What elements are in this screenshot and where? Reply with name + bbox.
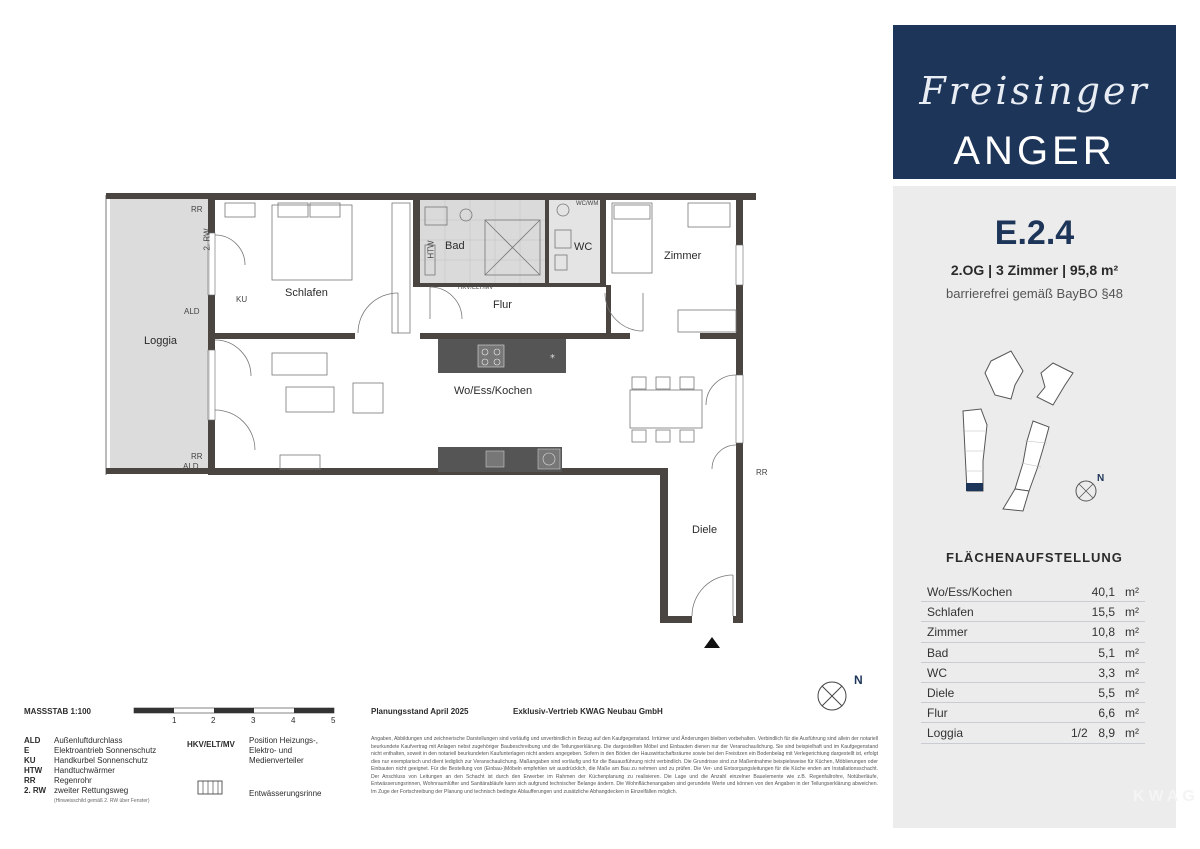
- legend-text: zweiter Rettungsweg: [54, 786, 129, 795]
- area-value: 8,9: [1098, 726, 1115, 741]
- area-name: Wo/Ess/Kochen: [927, 585, 1013, 599]
- legend-text: Handkurbel Sonnenschutz: [54, 756, 148, 765]
- keyplan-building: [963, 409, 987, 491]
- tag-ald-top: ALD: [184, 307, 200, 316]
- tag-wcwm: WC/WM: [576, 201, 599, 207]
- brand-script: Freisinger: [919, 69, 1150, 113]
- tag-htw: HTW: [426, 240, 436, 259]
- legend-text: Handtuchwärmer: [54, 766, 115, 775]
- tag-rr-top: RR: [191, 205, 203, 214]
- area-value: 40,1: [1091, 585, 1115, 599]
- bad-floor: [420, 200, 545, 285]
- disclaimer: Angaben, Abbildungen und zeichnerische Darstellungen sind vorläufig und unverbindlich in Bezug auf den Kaufgegenstand. Irrtümer und Änderungen bleiben vorbehalten. Verbindlich für die Ausführung sind allein der notariell beurkundete Kaufvertrag mit Anlagen nebst zugehöriger Baubeschreibung und die Teilungserklärung. Die dargestellten Möbel und Einbauten dienen nur der Veranschaulichung. Sie sind beispielhaft und im Kaufgegenstand nicht enthalten, soweit in den notariell beurkundeten Kaufunterlagen nicht anders angegeben. Sofern in den Böden der Hauswirtschaftsräume sowie bei den Freisitzen ein Bodenbelag mit Verlegerichtung dargestellt ist, erfolgt dies nur exemplarisch und dient lediglich zur Veranschaulichung. Maßangaben sind vorläufig und für die Bauausführung nicht verbindlich. Die Grundrisse sind zur Maßentnahme beispielsweise für Küchen, Möblierungen oder Einbauten nicht geeignet. Für die Bestellung von (Einbau-)Möbeln empfehlen wir ausdrücklich, die Maße am Bau zu nehmen und zu prüfen. Die Ver- und Entsorgungsleitungen für die Küche enden am Installationsschacht. Der Anschluss von Leitungen an den Schacht ist durch den Erwerber im Rahmen der Küchenplanung zu realisieren. Die Lage und die Anzahl einzelner Bauelemente wie z.B. Regenfallrohre, Notüberläufe, Entwässerungsrinnen, Wohnraumlüfter und Sanitärabläufe kann sich aufgrund technischer Belange ändern. Die Wohnflächenangaben sind gerundete Werte und können von den Angaben in der Teilungserklärung abweichen. Im Zuge der Fortschreibung der Planung und technisch bedingte Ablaufferungen und zusätzliche Abhangdecken in Einzelfällen möglich.: [371, 736, 878, 795]
- area-row: [921, 703, 1145, 723]
- area-value: 15,5: [1091, 605, 1115, 620]
- legend-key: ALD: [24, 736, 41, 745]
- tag-2rw: 2. RW: [202, 228, 212, 251]
- kwag-logo: KWAG: [1133, 788, 1199, 805]
- compass: [810, 668, 870, 718]
- area-row: [921, 622, 1145, 642]
- scale-tick-3: 3: [251, 716, 256, 725]
- room-label-schlafen: Schlafen: [285, 287, 328, 299]
- room-label-diele: Diele: [692, 524, 718, 536]
- legend-text: Außenluftdurchlass: [54, 736, 123, 745]
- legend: [24, 736, 174, 806]
- area-value: 3,3: [1098, 665, 1115, 680]
- legend-sub: (Hinweisschild gemäß 2. RW über Fenster): [54, 798, 150, 804]
- area-name: Flur: [927, 706, 948, 721]
- area-name: Zimmer: [927, 625, 968, 640]
- area-name: WC: [927, 665, 947, 680]
- areas-heading: FLÄCHENAUFSTELLUNG: [946, 550, 1123, 565]
- tag-ku: KU: [236, 295, 248, 304]
- area-row: [921, 582, 1145, 602]
- area-unit: m²: [1125, 726, 1139, 741]
- keyplan-building: [1015, 421, 1049, 491]
- unit-info: 2.OG | 3 Zimmer | 95,8 m²: [950, 262, 1119, 278]
- legend-key: 2. RW: [24, 786, 47, 795]
- scale-tick-4: 4: [291, 716, 296, 725]
- area-name: Schlafen: [927, 605, 974, 620]
- area-unit: m²: [1125, 625, 1139, 640]
- tag-ald-bottom: ALD: [183, 462, 199, 471]
- scale-bar: [134, 708, 339, 726]
- area-value: 6,6: [1098, 706, 1115, 721]
- keyplan-building: [985, 351, 1023, 399]
- room-label-wohnen: Wo/Ess/Kochen: [454, 385, 533, 397]
- area-unit: m²: [1125, 605, 1139, 620]
- floor-plan: [100, 185, 780, 645]
- room-label-wc: WC: [574, 241, 593, 253]
- room-label-flur: Flur: [493, 299, 512, 311]
- area-value: 5,5: [1098, 685, 1115, 700]
- legend-key: E: [24, 746, 30, 755]
- legend-hkv-text: Position Heizungs-, Elektro- und Medienverteiler: [249, 736, 318, 765]
- tag-rr-right: RR: [756, 468, 768, 477]
- area-value: 5,1: [1098, 645, 1115, 660]
- legend-key: KU: [24, 756, 36, 765]
- area-name: Diele: [927, 685, 955, 700]
- entrance-arrow: [704, 637, 720, 648]
- keyplan-building: [1003, 489, 1029, 511]
- scale-tick-2: 2: [211, 716, 216, 725]
- area-row: [921, 683, 1145, 703]
- room-label-bad: Bad: [445, 240, 465, 252]
- area-factor: 1/2: [1071, 726, 1088, 741]
- area-unit: m²: [1125, 585, 1139, 599]
- legend-text: Regenrohr: [54, 776, 92, 785]
- room-label-zimmer: Zimmer: [664, 250, 702, 262]
- areas-table: [921, 582, 1145, 744]
- area-value: 10,8: [1091, 625, 1115, 640]
- tag-hkv: HKV/ELT/MV: [458, 285, 494, 291]
- area-name: Bad: [927, 645, 949, 660]
- planning-date: Planungsstand April 2025: [371, 707, 469, 716]
- scale-tick-1: 1: [172, 716, 177, 725]
- svg-text:*: *: [550, 353, 555, 364]
- tag-rr-bottom: RR: [191, 452, 203, 461]
- area-unit: m²: [1125, 645, 1139, 660]
- brand-name: ANGER: [953, 129, 1116, 173]
- area-row: [921, 643, 1145, 663]
- area-unit: m²: [1125, 665, 1139, 680]
- keyplan-north: N: [1097, 473, 1105, 484]
- key-plan: [953, 351, 1123, 541]
- keyplan-building: [1037, 363, 1073, 405]
- area-unit: m²: [1125, 706, 1139, 721]
- scale-tick-5: 5: [331, 716, 336, 725]
- area-row: [921, 602, 1145, 622]
- brand-logo: [893, 25, 1176, 179]
- compass-north: N: [854, 673, 863, 687]
- unit-note: barrierefrei gemäß BayBO §48: [945, 286, 1124, 301]
- legend-text: Elektroantrieb Sonnenschutz: [54, 746, 157, 755]
- legend-key: HTW: [24, 766, 43, 775]
- drain-icon: [197, 780, 223, 796]
- area-row: [921, 663, 1145, 683]
- scale-label: MASSSTAB 1:100: [24, 707, 91, 716]
- area-unit: m²: [1125, 685, 1139, 700]
- keyplan-highlight: [966, 483, 983, 491]
- area-row: [921, 723, 1145, 743]
- sales-agent: Exklusiv-Vertrieb KWAG Neubau GmbH: [513, 707, 663, 716]
- info-panel: [893, 186, 1199, 828]
- room-label-loggia: Loggia: [144, 335, 178, 347]
- unit-id: E.2.4: [994, 214, 1075, 252]
- legend-key: RR: [24, 776, 36, 785]
- area-name: Loggia: [927, 726, 964, 741]
- legend-hkv-key: HKV/ELT/MV: [187, 740, 235, 749]
- legend-drain-text: Entwässerungsrinne: [249, 789, 322, 798]
